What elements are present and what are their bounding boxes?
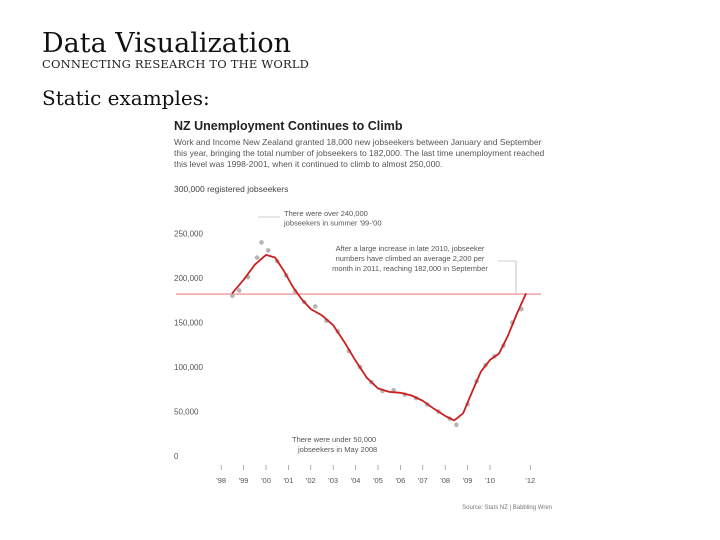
unemployment-chart [168,115,558,515]
annotation-peak [283,209,382,228]
y-tick-label: 250,000 [174,229,203,239]
data-point [237,288,242,293]
data-point [230,294,235,299]
x-tick-label: '04 [350,476,361,485]
chart-subtitle: Work and Income New Zealand granted 18,000 new jobseekers between January and September this year, bringing the total number of jobseekers to 182,000. The last time unemployment reached this level was 1998-2001, when it continued to climb to almost 250,000. [174,137,545,169]
chart-figure [168,115,558,515]
x-tick-label: '08 [440,476,451,485]
chart-source: Source: Stats NZ | Babbling Wren [462,505,552,511]
series-line [232,255,525,421]
x-tick-label: '02 [305,476,316,485]
annotation-recent-line3: month in 2011, reaching 182,000 in September [332,264,488,273]
data-point [454,423,459,428]
y-tick-label: 150,000 [174,318,203,328]
x-tick-label: '00 [261,476,271,485]
y-axis-top-label: 300,000 registered jobseekers [174,184,289,194]
x-tick-label: '03 [328,476,339,485]
x-tick-label: '09 [462,476,473,485]
data-point [266,248,271,253]
annotation-low [292,435,377,454]
annotation-low-line1: There were under 50,000 [292,435,377,444]
x-tick-label: '99 [238,476,249,485]
x-tick-label: '12 [525,476,536,485]
annotation-leader-recent [498,261,516,293]
data-point [259,240,264,245]
x-tick-label: '07 [417,476,428,485]
x-tick-label: '05 [373,476,383,485]
x-tick-label: '01 [283,476,294,485]
chart-title: NZ Unemployment Continues to Climb [174,119,403,133]
y-tick-label: 100,000 [174,363,203,372]
annotation-recent-line1: After a large increase in late 2010, jobseeker [335,244,485,253]
annotation-recent [332,244,488,273]
y-tick-label: 50,000 [174,407,199,417]
annotation-peak-line2: jobseekers in summer '99-'00 [284,218,382,228]
annotation-peak-line1: There were over 240,000 [284,209,368,218]
x-tick-label: '10 [485,476,495,485]
annotation-recent-line2: numbers have climbed an average 2,200 per [335,254,485,263]
x-tick-label: '98 [216,476,227,485]
data-point [255,255,260,260]
slide-subtitle: CONNECTING RESEARCH TO THE WORLD [42,57,310,71]
annotation-low-line2: jobseekers in May 2008 [298,445,378,454]
y-tick-label: 0 [174,452,179,461]
slide-title: Data Visualization [42,28,291,59]
x-tick-label: '06 [395,476,406,485]
y-tick-label: 200,000 [174,274,203,283]
section-heading: Static examples: [42,86,210,110]
data-point [313,304,318,309]
